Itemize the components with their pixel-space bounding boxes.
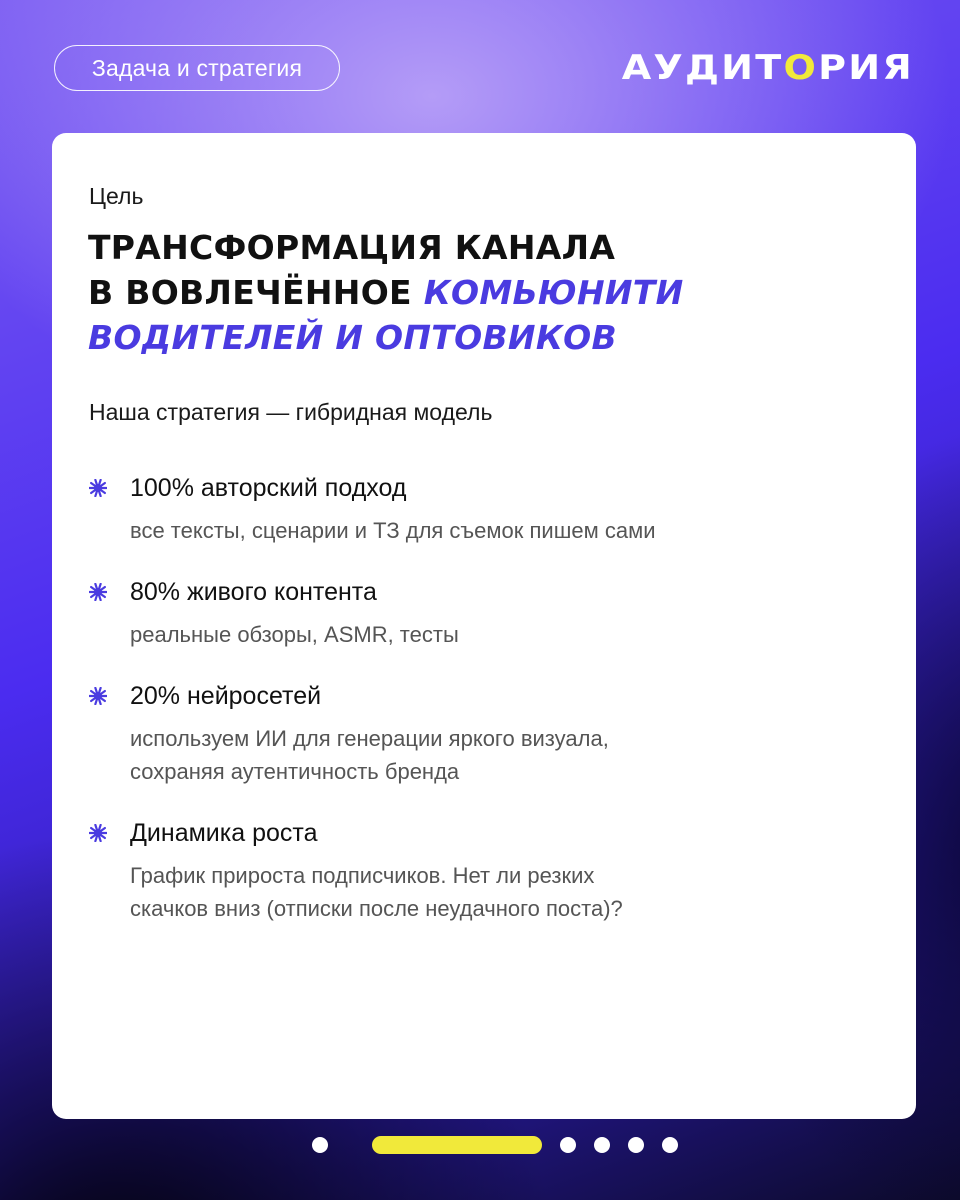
section-tag — [54, 45, 340, 91]
pagination-dot-active[interactable] — [372, 1136, 542, 1154]
strategy-item-title: 20% нейросетей — [130, 682, 322, 710]
headline-line-2-plain: В ВОВЛЕЧЁННОЕ — [88, 273, 424, 312]
strategy-item-title: 80% живого контента — [130, 578, 377, 606]
strategy-item — [89, 575, 879, 651]
strategy-item — [89, 471, 879, 547]
brand-logo — [622, 48, 914, 88]
pagination-dot[interactable] — [662, 1137, 678, 1153]
strategy-item-description — [130, 722, 879, 788]
goal-label: Цель — [89, 183, 144, 209]
starburst-bullet-icon — [89, 824, 107, 842]
starburst-bullet-icon — [89, 583, 107, 601]
headline-line-1: ТРАНСФОРМАЦИЯ КАНАЛА — [88, 228, 616, 267]
strategy-item-description-line: реальные обзоры, ASMR, тесты — [130, 622, 459, 647]
pagination — [0, 1135, 960, 1155]
headline-line-3: ВОДИТЕЛЕЙ И ОПТОВИКОВ — [88, 318, 617, 357]
logo-text-end: РИЯ — [818, 48, 914, 88]
pagination-dot[interactable] — [628, 1137, 644, 1153]
strategy-item-description-line: используем ИИ для генерации яркого визуала, — [130, 726, 609, 751]
headline-line-2-accent: КОМЬЮНИТИ — [423, 273, 684, 312]
starburst-bullet-icon — [89, 479, 107, 497]
strategy-list — [89, 471, 879, 953]
logo-text-start: АУДИТ — [621, 48, 784, 88]
strategy-item-description-line: сохраняя аутентичность бренда — [130, 759, 460, 784]
pagination-dot[interactable] — [312, 1137, 328, 1153]
content-card — [52, 133, 916, 1119]
strategy-item — [89, 679, 879, 788]
strategy-item-description — [130, 514, 879, 547]
pagination-dot[interactable] — [594, 1137, 610, 1153]
strategy-item-description — [130, 859, 879, 925]
strategy-item-description-line: График прироста подписчиков. Нет ли резких — [130, 863, 595, 888]
strategy-item-description-line: скачков вниз (отписки после неудачного поста)? — [130, 896, 623, 921]
strategy-item-description-line: все тексты, сценарии и ТЗ для съемок пишем сами — [130, 518, 656, 543]
strategy-item-title: Динамика роста — [130, 819, 318, 847]
starburst-bullet-icon — [89, 687, 107, 705]
pagination-dot[interactable] — [560, 1137, 576, 1153]
strategy-item-description — [130, 618, 879, 651]
headline-line-2 — [88, 270, 888, 315]
section-tag-label: Задача и стратегия — [91, 54, 303, 81]
logo-text-accent: О — [783, 48, 819, 88]
strategy-label: Наша стратегия — гибридная модель — [89, 399, 493, 425]
headline — [88, 225, 888, 360]
strategy-item — [89, 816, 879, 925]
strategy-item-title: 100% авторский подход — [130, 474, 407, 502]
